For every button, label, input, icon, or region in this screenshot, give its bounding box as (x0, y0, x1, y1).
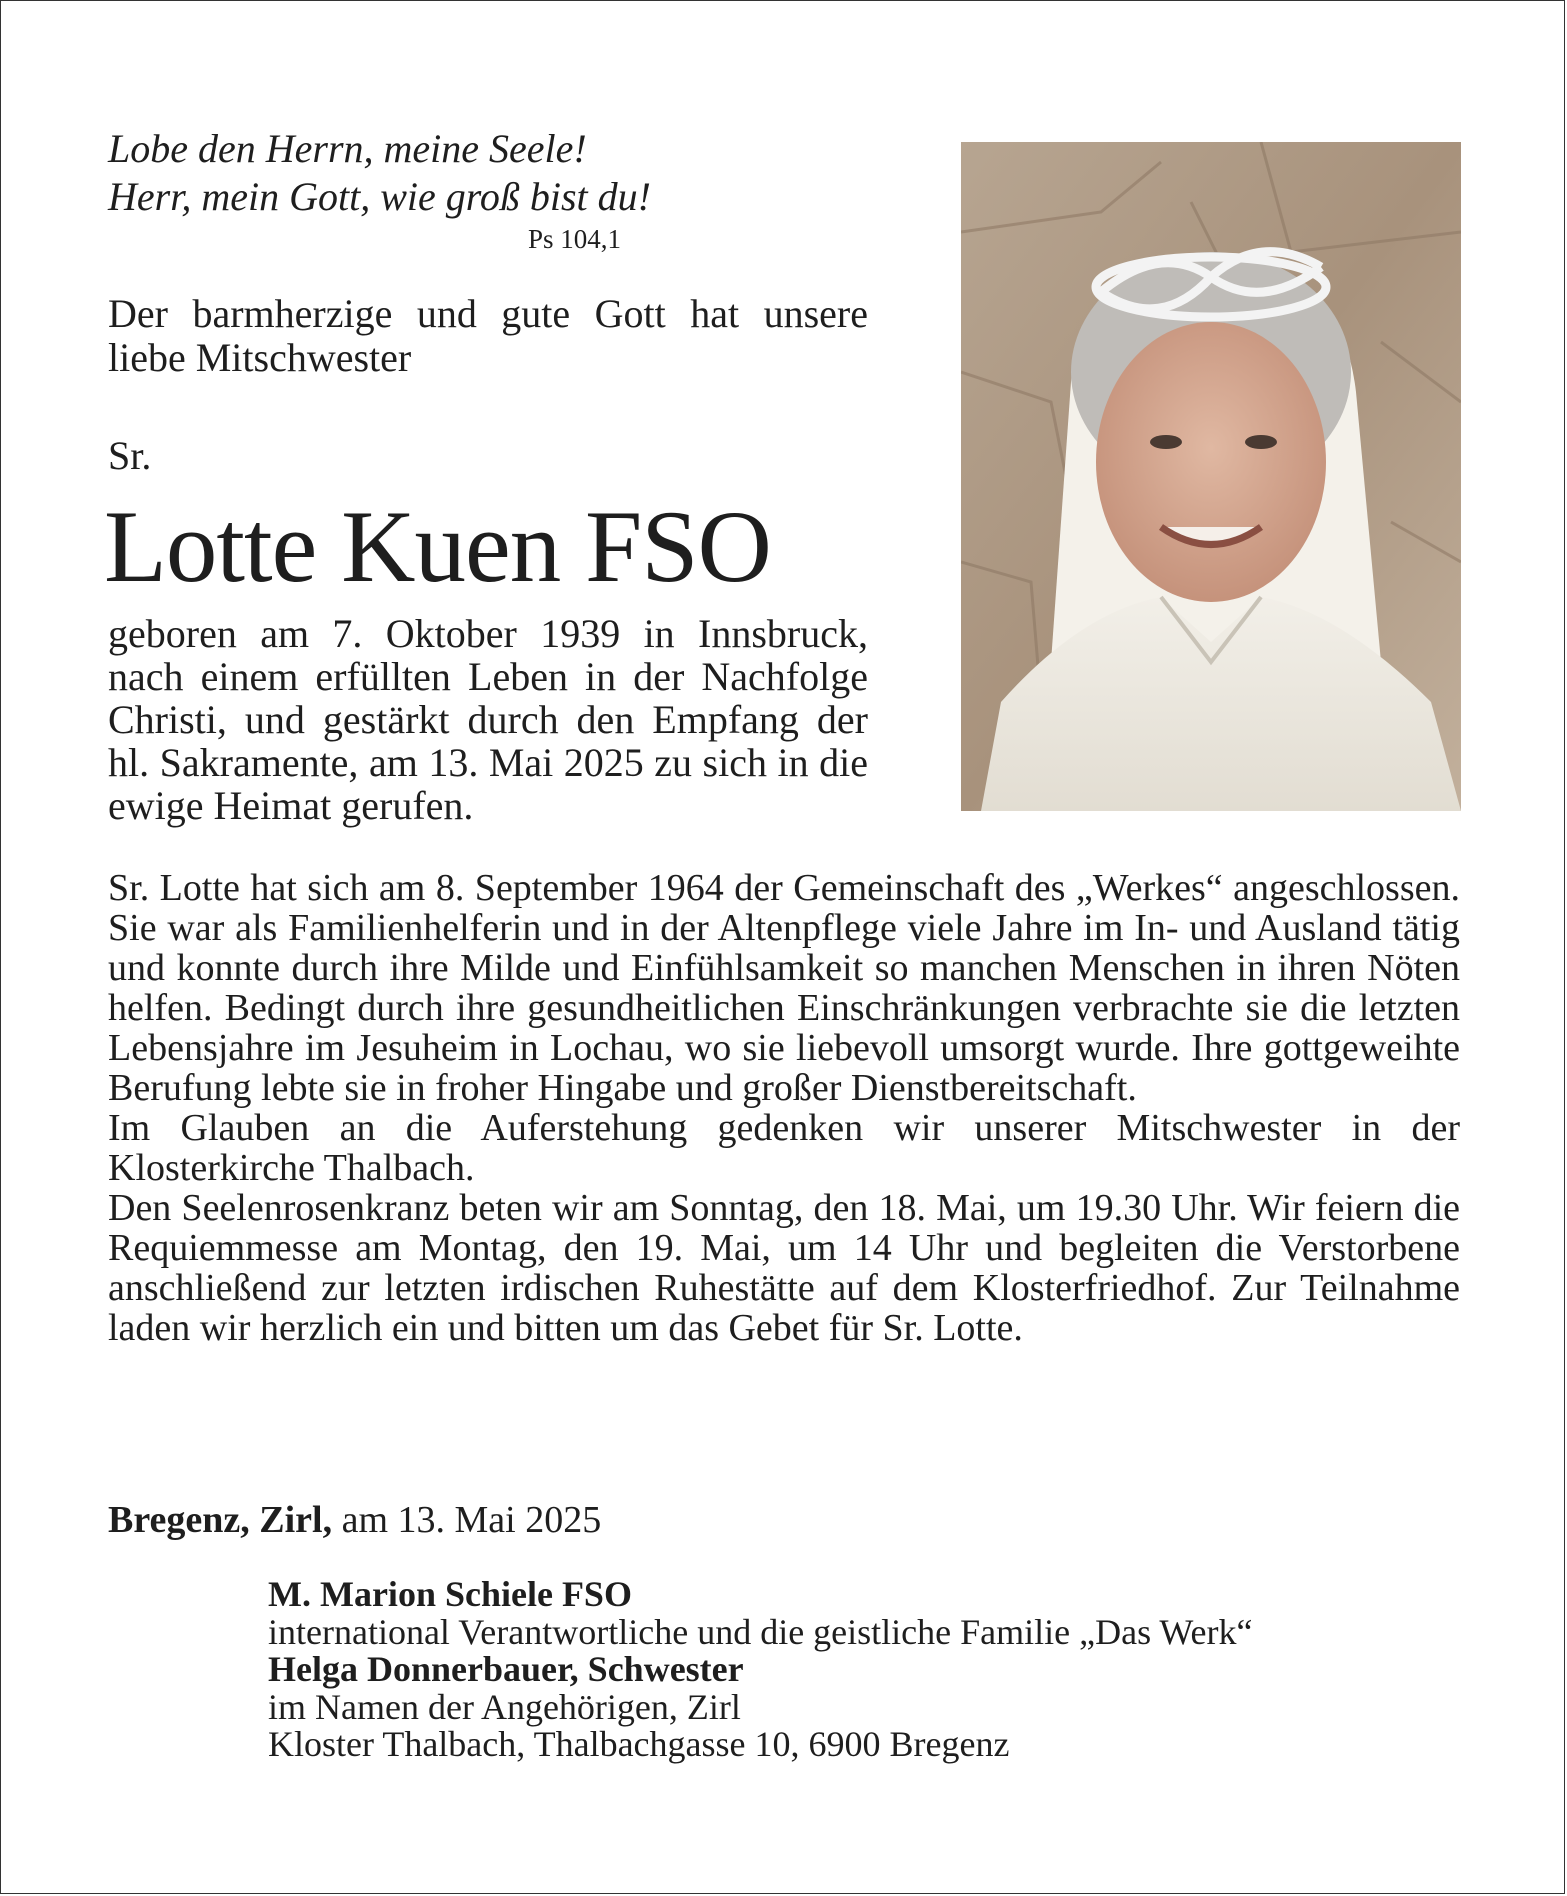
signer-role-2: im Namen der Angehörigen, Zirl (268, 1686, 741, 1727)
dateline (108, 1498, 601, 1542)
quote-reference: Ps 104,1 (528, 224, 622, 254)
signer-address: Kloster Thalbach, Thalbachgasse 10, 6900 Bregenz (268, 1724, 1010, 1764)
signers-block (268, 1576, 1252, 1764)
signer-role-1: international Verantwortliche und die geistliche Familie „Das Werk“ (268, 1611, 1253, 1652)
birth-text: geboren am 7. Oktober 1939 in Innsbruck, nach einem erfüllten Leben in der Nachfolge Christi, und gestärkt durch den Empfang der hl. Sakramente, am 13. Mai 2025 zu sich in die ewige Heimat gerufen. (108, 611, 868, 828)
body-paragraph-2: Im Glauben an die Auferstehung gedenken wir unserer Mitschwester in der Klosterkirche Thalbach. (108, 1107, 1460, 1189)
dateline-date: am 13. Mai 2025 (341, 1499, 602, 1541)
intro-text: Der barmherzige und gute Gott hat unsere liebe Mitschwester (108, 291, 868, 380)
body-paragraph-1: Sr. Lotte hat sich am 8. September 1964 der Gemeinschaft des „Werkes“ angeschlossen. Sie war als Familienhelferin und in der Altenpflege viele Jahre im In- und Ausland tätig und konnte durch ihre Milde und Einfühlsamkeit so manchen Menschen in ihren Nöten helfen. Bedingt durch ihre gesundheitlichen Einschränkungen verbrachte sie die letzten Lebensjahre im Jesuheim in Lochau, wo sie liebevoll umsorgt wurde. Ihre gottgeweihte Berufung lebte sie in froher Hingabe und großer Dienstbereitschaft. (108, 867, 1460, 1109)
body-paragraph-3: Den Seelenrosenkranz beten wir am Sonntag, den 18. Mai, um 19.30 Uhr. Wir feiern die Requiemmesse am Montag, den 19. Mai, um 14 Uhr und begleiten die Verstorbene anschließend zur letzten irdischen Ruhestätte auf dem Klosterfriedhof. Zur Teilnahme laden wir herzlich ein und bitten um das Gebet für Sr. Lotte. (108, 1187, 1460, 1349)
portrait-photo (961, 142, 1461, 811)
deceased-name: Lotte Kuen FSO (104, 490, 771, 604)
title-prefix: Sr. (108, 433, 152, 478)
obituary-body (108, 868, 1460, 1348)
signer-name-1: M. Marion Schiele FSO (268, 1574, 632, 1614)
quote-line-2: Herr, mein Gott, wie groß bist du! (108, 174, 651, 219)
signer-name-2: Helga Donnerbauer, Schwester (268, 1649, 744, 1689)
dateline-place: Bregenz, Zirl, (108, 1499, 333, 1541)
portrait-illustration (961, 142, 1461, 811)
quote-line-1: Lobe den Herrn, meine Seele! (108, 126, 587, 171)
bible-quote (108, 125, 651, 221)
